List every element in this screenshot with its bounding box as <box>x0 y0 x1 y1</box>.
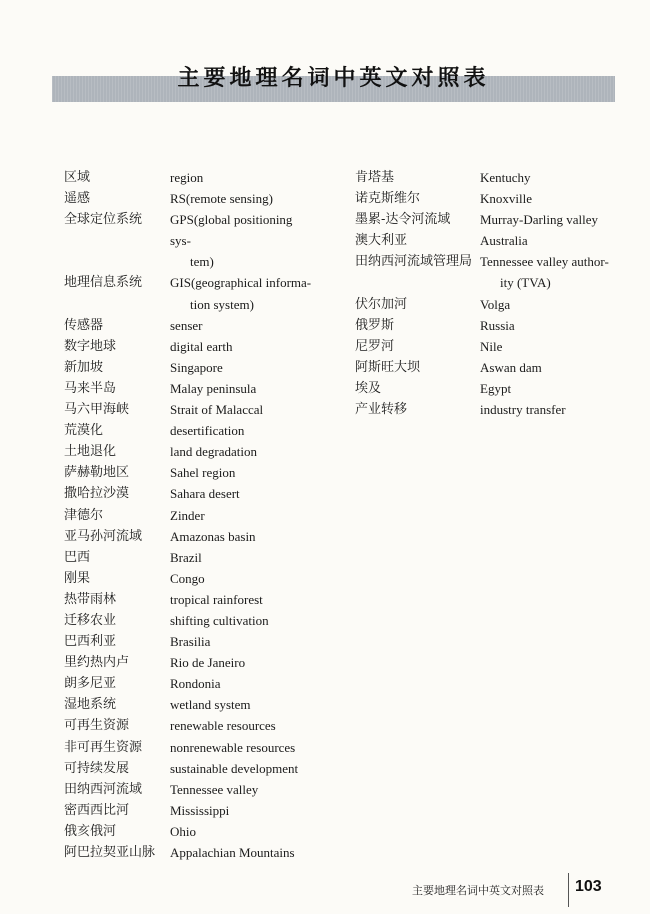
term-english <box>170 462 314 483</box>
term-english-line: Nile <box>480 338 503 354</box>
term-english-line: renewable resources <box>170 718 276 734</box>
term-chinese: 全球定位系统 <box>64 212 143 228</box>
glossary-row <box>64 209 314 272</box>
term-english-continuation: ity (TVA) <box>500 275 551 291</box>
term-english-line: shifting cultivation <box>170 612 269 628</box>
term-chinese: 密西西比河 <box>64 802 130 818</box>
term-english-line: land degradation <box>170 444 257 460</box>
glossary-row <box>64 272 314 314</box>
term-english <box>480 399 625 420</box>
term-english <box>480 251 625 293</box>
term-english <box>170 821 314 842</box>
term-english-continuation: tion system) <box>190 296 254 312</box>
glossary-row <box>64 505 314 526</box>
term-english-line: nonrenewable resources <box>170 739 296 755</box>
term-english-line: industry transfer <box>480 402 566 418</box>
term-english-line: Singapore <box>170 359 223 375</box>
term-english-line: Congo <box>170 570 205 586</box>
term-chinese: 热带雨林 <box>64 591 117 607</box>
term-english-line: Aswan dam <box>480 359 542 375</box>
glossary-row <box>64 483 314 504</box>
term-english-line: Tennessee valley author- <box>480 254 609 270</box>
term-chinese: 亚马孙河流域 <box>64 528 143 544</box>
term-english-line: Egypt <box>480 380 512 396</box>
term-english <box>170 167 314 188</box>
term-english <box>170 399 314 420</box>
term-chinese: 荒漠化 <box>64 423 104 439</box>
term-chinese: 非可再生资源 <box>64 739 143 755</box>
term-chinese: 诺克斯维尔 <box>355 191 421 207</box>
term-english-line: sustainable development <box>170 760 299 776</box>
glossary-row <box>355 230 625 251</box>
term-chinese: 可再生资源 <box>64 718 130 734</box>
glossary-row <box>64 631 314 652</box>
term-english-line: digital earth <box>170 338 233 354</box>
term-english <box>170 483 314 504</box>
term-english-line: Volga <box>480 296 511 312</box>
footer-divider <box>568 873 569 907</box>
term-english <box>170 526 314 547</box>
term-english <box>170 336 314 357</box>
glossary-row <box>64 694 314 715</box>
term-english <box>480 188 625 209</box>
term-english-line: Sahara desert <box>170 486 240 502</box>
glossary-row <box>64 315 314 336</box>
glossary-row <box>355 399 625 420</box>
term-chinese: 土地退化 <box>64 444 117 460</box>
term-english <box>170 694 314 715</box>
term-chinese: 朗多尼亚 <box>64 676 117 692</box>
term-chinese: 产业转移 <box>355 402 408 418</box>
term-chinese: 尼罗河 <box>355 338 395 354</box>
term-english-line: Rondonia <box>170 676 221 692</box>
term-english <box>170 631 314 652</box>
term-chinese: 澳大利亚 <box>355 233 408 249</box>
term-chinese: 新加坡 <box>64 359 104 375</box>
term-chinese: 阿巴拉契亚山脉 <box>64 845 156 860</box>
footer-running-title: 主要地理名词中英文对照表 <box>412 885 544 897</box>
glossary-row <box>64 167 314 188</box>
term-chinese: 遥感 <box>64 191 91 207</box>
glossary-row <box>355 378 625 399</box>
term-chinese: 马六甲海峡 <box>64 402 130 418</box>
term-english <box>170 505 314 526</box>
term-chinese: 伏尔加河 <box>355 296 408 312</box>
term-english <box>480 167 625 188</box>
glossary-row <box>64 568 314 589</box>
term-chinese: 田纳西河流域管理局 <box>355 254 473 270</box>
term-english <box>480 230 625 251</box>
term-english <box>170 420 314 441</box>
glossary-row <box>64 526 314 547</box>
glossary-row <box>64 821 314 842</box>
term-english-line: Russia <box>480 317 515 333</box>
term-english-line: tropical rainforest <box>170 591 263 607</box>
term-english <box>480 378 625 399</box>
glossary-row <box>355 251 625 293</box>
term-english <box>480 294 625 315</box>
term-english-line: RS(remote sensing) <box>170 191 273 207</box>
glossary-right-column <box>355 167 625 420</box>
glossary-row <box>64 652 314 673</box>
term-english <box>170 842 314 863</box>
term-chinese: 地理信息系统 <box>64 275 143 291</box>
term-english-line: region <box>170 170 204 185</box>
glossary-row <box>64 715 314 736</box>
term-chinese: 巴西利亚 <box>64 634 117 650</box>
term-chinese: 津德尔 <box>64 507 104 523</box>
glossary-row <box>64 779 314 800</box>
term-chinese: 湿地系统 <box>64 697 117 713</box>
term-chinese: 俄罗斯 <box>355 317 395 333</box>
glossary-row <box>64 357 314 378</box>
term-english-line: Australia <box>480 233 528 249</box>
glossary-row <box>64 610 314 631</box>
term-english <box>170 568 314 589</box>
glossary-row <box>355 209 625 230</box>
term-english <box>170 737 314 758</box>
term-english-line: wetland system <box>170 697 251 713</box>
term-chinese: 刚果 <box>64 570 91 586</box>
glossary-row <box>355 167 625 188</box>
term-chinese: 墨累-达令河流域 <box>355 212 451 228</box>
term-english <box>170 758 314 779</box>
term-english-line: Rio de Janeiro <box>170 655 246 671</box>
glossary-row <box>64 336 314 357</box>
glossary-row <box>64 842 314 863</box>
term-english-line: Mississippi <box>170 802 230 818</box>
page-number: 103 <box>575 878 602 895</box>
term-chinese: 迁移农业 <box>64 612 117 628</box>
term-english <box>480 315 625 336</box>
term-chinese: 萨赫勒地区 <box>64 465 130 481</box>
term-chinese: 可持续发展 <box>64 760 130 776</box>
term-english-line: desertification <box>170 423 245 439</box>
term-chinese: 数字地球 <box>64 338 117 354</box>
glossary-row <box>64 737 314 758</box>
term-chinese: 田纳西河流域 <box>64 781 143 797</box>
term-english <box>170 357 314 378</box>
term-chinese: 巴西 <box>64 549 91 565</box>
term-english-line: Ohio <box>170 823 196 839</box>
term-english-line: Malay peninsula <box>170 380 257 396</box>
term-english-line: Strait of Malaccal <box>170 402 264 418</box>
term-english <box>170 547 314 568</box>
term-english <box>170 652 314 673</box>
term-chinese: 撒哈拉沙漠 <box>64 486 130 502</box>
term-chinese: 阿斯旺大坝 <box>355 359 421 375</box>
glossary-row <box>64 800 314 821</box>
term-english-line: Brasilia <box>170 634 211 650</box>
term-english-line: Sahel region <box>170 465 236 481</box>
term-english-line: Tennessee valley <box>170 781 259 797</box>
glossary-row <box>64 462 314 483</box>
term-english <box>170 315 314 336</box>
term-english <box>170 272 314 314</box>
term-english-line: Brazil <box>170 549 202 565</box>
term-english <box>170 673 314 694</box>
page-title: 主要地理名词中英文对照表 <box>177 65 490 91</box>
term-english-continuation: tem) <box>190 254 214 270</box>
glossary-row <box>64 758 314 779</box>
term-english <box>480 209 625 230</box>
term-english <box>170 209 314 272</box>
term-english-line: Appalachian Mountains <box>170 845 295 860</box>
glossary-row <box>355 294 625 315</box>
glossary-row <box>355 357 625 378</box>
term-english <box>170 779 314 800</box>
glossary-left-column <box>64 167 314 863</box>
term-english-line: Kentuchy <box>480 170 531 185</box>
term-english-line: Zinder <box>170 507 205 523</box>
glossary-row <box>64 188 314 209</box>
term-english <box>480 357 625 378</box>
term-english <box>170 715 314 736</box>
term-english-line: GPS(global positioning sys- <box>170 212 293 249</box>
term-english <box>170 800 314 821</box>
term-english <box>480 336 625 357</box>
term-chinese: 俄亥俄河 <box>64 823 117 839</box>
term-english <box>170 378 314 399</box>
term-english-line: GIS(geographical informa- <box>170 275 312 291</box>
glossary-row <box>64 547 314 568</box>
term-chinese: 里约热内卢 <box>64 655 130 671</box>
glossary-row <box>355 336 625 357</box>
term-english-line: Knoxville <box>480 191 532 207</box>
glossary-row <box>355 188 625 209</box>
term-english <box>170 589 314 610</box>
term-english-line: Amazonas basin <box>170 528 256 544</box>
term-chinese: 马来半岛 <box>64 380 117 396</box>
glossary-row <box>64 673 314 694</box>
term-english-line: Murray-Darling valley <box>480 212 599 228</box>
term-chinese: 肯塔基 <box>355 170 395 185</box>
term-english <box>170 441 314 462</box>
glossary-row <box>64 420 314 441</box>
glossary-row <box>355 315 625 336</box>
term-chinese: 传感器 <box>64 317 104 333</box>
glossary-row <box>64 378 314 399</box>
glossary-row <box>64 441 314 462</box>
term-english <box>170 610 314 631</box>
term-chinese: 埃及 <box>355 380 382 396</box>
term-english-line: senser <box>170 317 203 333</box>
term-chinese: 区域 <box>64 170 91 185</box>
term-english <box>170 188 314 209</box>
glossary-row <box>64 399 314 420</box>
glossary-row <box>64 589 314 610</box>
